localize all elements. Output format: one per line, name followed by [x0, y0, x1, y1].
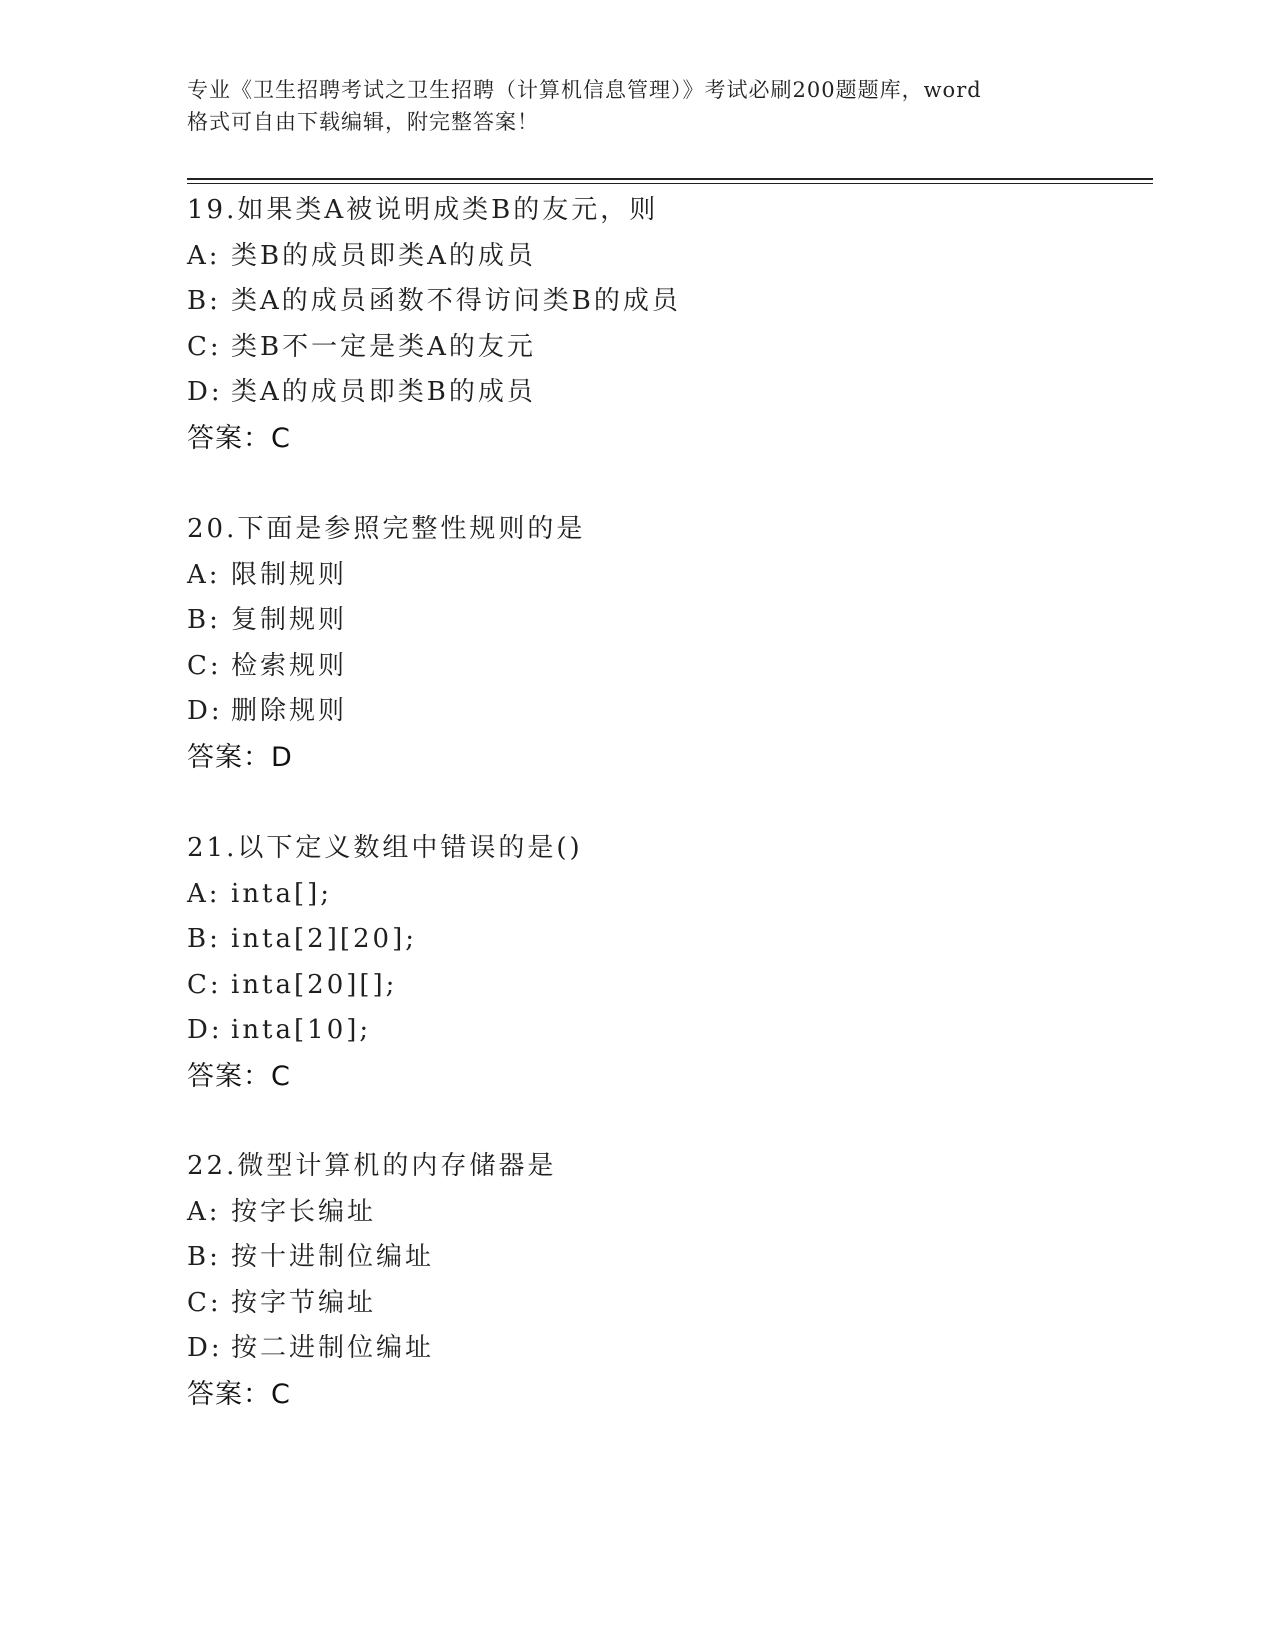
option-a [187, 1190, 1147, 1236]
question-block [187, 188, 1147, 461]
option-text: 按十进制位编址 [231, 1242, 435, 1272]
option-c [187, 644, 1147, 690]
header-divider-thick [187, 178, 1153, 180]
document-header [187, 74, 1087, 138]
question-block [187, 826, 1147, 1099]
option-label: D: [187, 696, 223, 726]
option-label: B: [187, 605, 221, 635]
option-text: inta[]; [231, 878, 333, 909]
option-text: inta[2][20]; [231, 924, 417, 954]
option-d [187, 1326, 1147, 1372]
option-a [187, 872, 1147, 918]
header-divider-thin [187, 183, 1153, 184]
option-label: B: [187, 924, 221, 954]
option-label: B: [187, 286, 221, 316]
option-text: inta[10]; [231, 1015, 372, 1045]
option-d [187, 1008, 1147, 1054]
question-stem: 22.微型计算机的内存储器是 [187, 1151, 557, 1181]
option-c [187, 325, 1147, 371]
option-text: 类A的成员即类B的成员 [231, 377, 536, 407]
question-block [187, 507, 1147, 780]
option-label: A: [187, 878, 221, 909]
option-label: D: [187, 1015, 223, 1045]
option-text: 按字长编址 [231, 1196, 377, 1227]
option-a [187, 553, 1147, 599]
question-stem: 19.如果类A被说明成类B的友元，则 [187, 195, 659, 225]
option-text: 类B的成员即类A的成员 [231, 240, 536, 271]
option-label: C: [187, 969, 222, 1000]
option-c [187, 963, 1147, 1009]
answer: 答案：C [187, 1060, 291, 1092]
option-d [187, 689, 1147, 735]
option-text: 按二进制位编址 [231, 1333, 435, 1363]
header-line-2: 格式可自由下载编辑，附完整答案！ [187, 110, 539, 134]
option-a [187, 234, 1147, 280]
option-label: D: [187, 377, 223, 407]
option-text: 按字节编址 [231, 1287, 377, 1318]
option-label: D: [187, 1333, 223, 1363]
option-c [187, 1281, 1147, 1327]
option-text: 复制规则 [231, 605, 348, 635]
answer: 答案：C [187, 1378, 291, 1410]
option-label: C: [187, 331, 222, 362]
option-label: C: [187, 650, 222, 681]
answer: 答案：C [187, 422, 291, 454]
question-block [187, 1144, 1147, 1417]
option-text: inta[20][]; [231, 969, 398, 1000]
option-text: 类B不一定是类A的友元 [231, 331, 536, 362]
option-label: B: [187, 1242, 221, 1272]
option-b [187, 598, 1147, 644]
question-stem: 21.以下定义数组中错误的是() [187, 833, 583, 863]
option-b [187, 1235, 1147, 1281]
header-line-1: 专业《卫生招聘考试之卫生招聘（计算机信息管理）》考试必刷200题题库，word [187, 78, 982, 102]
option-label: C: [187, 1287, 222, 1318]
option-text: 删除规则 [231, 696, 348, 726]
answer: 答案：D [187, 741, 293, 773]
option-label: A: [187, 1196, 221, 1227]
option-text: 类A的成员函数不得访问类B的成员 [231, 286, 681, 316]
question-stem: 20.下面是参照完整性规则的是 [187, 514, 586, 544]
option-b [187, 279, 1147, 325]
option-b [187, 917, 1147, 963]
option-label: A: [187, 240, 221, 271]
option-text: 限制规则 [231, 559, 348, 590]
option-d [187, 370, 1147, 416]
option-label: A: [187, 559, 221, 590]
option-text: 检索规则 [231, 650, 348, 681]
